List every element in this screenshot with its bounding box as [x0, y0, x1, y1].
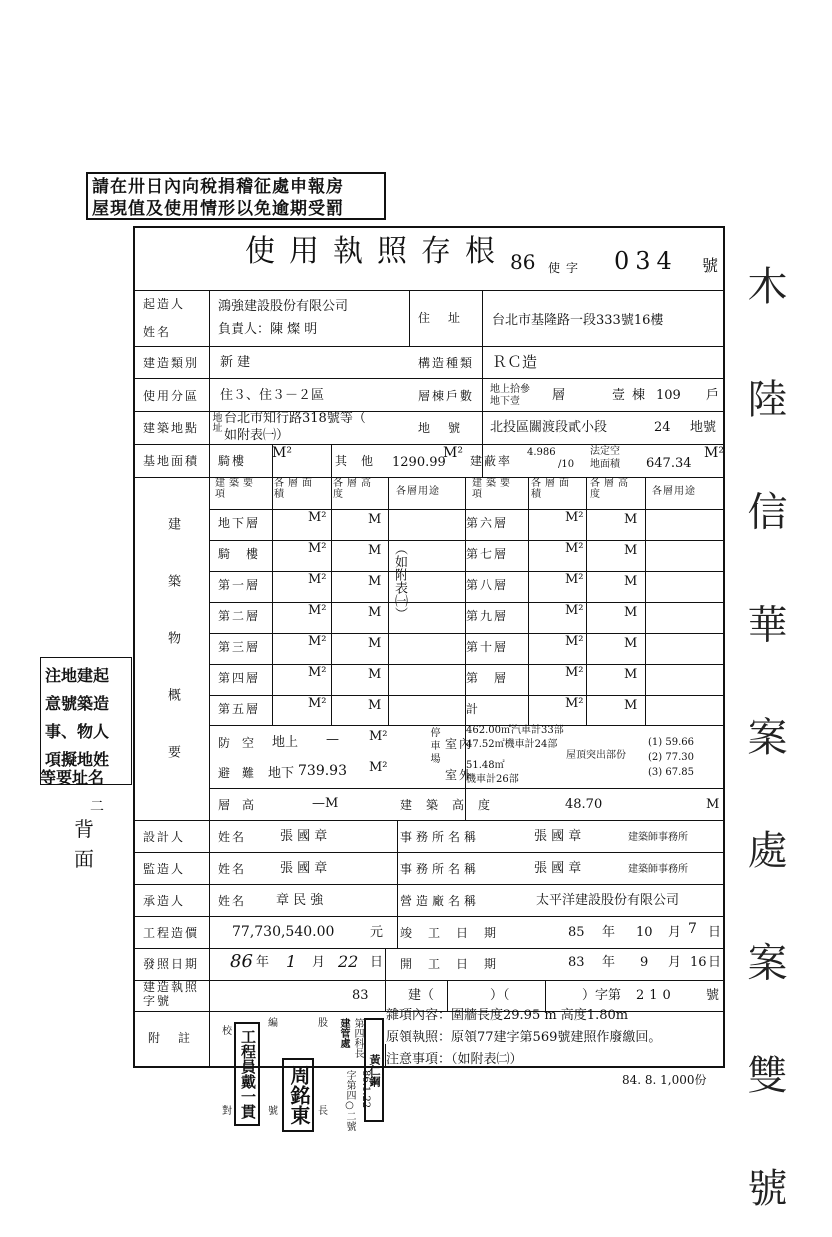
indoor-label: 室內 — [445, 737, 474, 751]
floor-height-unit-right: M — [624, 636, 638, 651]
zoning-value: 住３、住３－２區 — [220, 388, 325, 403]
construction-type-label: 建造類別 — [143, 356, 200, 370]
floor-area-unit: M² — [308, 634, 327, 649]
floor-label-right: 第七層 — [466, 547, 509, 561]
side-note-line: 二 — [90, 799, 104, 815]
cost-unit: 元 — [370, 925, 384, 940]
supervisor-office: 張 國 章 — [534, 861, 582, 876]
floor-label-right: 第八層 — [466, 578, 509, 592]
floor-area-unit-right: M² — [565, 634, 584, 649]
lot-label: 地號 — [418, 421, 479, 435]
head-area: 各層面積 — [274, 478, 316, 500]
shelter-down-value: 739.93 — [298, 763, 347, 779]
designer-office: 張 國 章 — [534, 829, 582, 844]
roof-2: (2) 77.30 — [648, 752, 694, 763]
area-label: 基地面積 — [143, 454, 200, 468]
completion-label: 竣工日期 — [400, 926, 513, 940]
shelter-down-label: 地下 — [268, 766, 295, 781]
site-loc-label: 地址 — [210, 412, 221, 432]
floor-area-unit-right: M² — [565, 541, 584, 556]
side-note-line: 事、物人 — [45, 722, 110, 741]
start-month-unit: 月 — [668, 955, 682, 970]
lot-unit: 地號 — [690, 420, 717, 435]
floor-height-label: 層高 — [218, 798, 267, 812]
print-info: 84. 8. 1,000份 — [622, 1073, 707, 1087]
floors-unit: 層 — [552, 388, 566, 403]
structure-label: 構造種類 — [418, 356, 475, 370]
notice-line-1: 請在卅日內向稅捐稽征處申報房 — [92, 177, 344, 197]
designer-office-label: 事務所名稱 — [400, 830, 481, 844]
floor-area-unit-right: M² — [565, 572, 584, 587]
floor-area-unit: M² — [308, 541, 327, 556]
other-area: 1290.99 — [392, 455, 446, 470]
seal-col-section: 股 — [318, 1018, 328, 1029]
floor-label-right: 第十層 — [466, 640, 509, 654]
permit-no-suffix: 號 — [706, 988, 720, 1003]
floor-area-unit: M² — [308, 696, 327, 711]
buildings-unit: 棟 — [632, 388, 646, 403]
construction-type: 新 建 — [220, 355, 251, 370]
permit-no: 210 — [636, 988, 676, 1003]
other-label: 其他 — [335, 454, 388, 468]
applicant-name-label: 姓名 — [143, 325, 172, 339]
floor-height-unit: M — [368, 543, 382, 558]
floor-height-unit: M — [368, 698, 382, 713]
contractor-office: 太平洋建設股份有限公司 — [536, 893, 680, 908]
remarks-line-3: 注意事項：（如附表㈡） — [386, 1052, 523, 1067]
coverage-label: 建蔽率 — [470, 454, 513, 468]
seal-col-edit: 編 — [268, 1018, 278, 1029]
floor-label: 第四層 — [218, 671, 261, 685]
completion-month: 10 — [636, 925, 653, 940]
contractor-office-label: 營造廠名稱 — [400, 894, 481, 908]
indoor-line-1: 462.00㎡汽車計33部 — [466, 725, 564, 736]
contractor-label: 承造人 — [143, 894, 186, 908]
floor-height-unit-right: M — [624, 605, 638, 620]
floor-label-right: 計 — [466, 702, 481, 716]
permit-suffix: 號 — [702, 256, 719, 275]
head-area-right: 各層面積 — [531, 478, 573, 500]
supervisor-name: 張 國 章 — [280, 861, 328, 876]
notice-stamp — [86, 172, 386, 220]
seal-col-chief: 長 — [318, 1106, 328, 1117]
floor-area-unit: M² — [308, 603, 327, 618]
legal-open-unit: M² — [704, 445, 724, 461]
head-use: 各層用途 — [396, 486, 440, 497]
building-height-value: 48.70 — [565, 797, 603, 812]
outdoor-line-2: 機車計26部 — [466, 774, 519, 785]
notice-line-2: 屋現值及使用情形以免逾期受罰 — [92, 199, 344, 219]
coverage-value: 4.986 — [527, 447, 556, 458]
floor-height-unit-right: M — [624, 512, 638, 527]
issue-month: 1 — [286, 952, 297, 971]
floor-height-unit: M — [368, 574, 382, 589]
floor-label-right: 第 層 — [466, 671, 509, 685]
roof-1: (1) 59.66 — [648, 737, 694, 748]
floor-label-right: 第九層 — [466, 609, 509, 623]
site-address: 台北市知行路318號等（ — [224, 411, 366, 426]
issue-day: 22 — [338, 952, 359, 971]
permit-number: 034 — [614, 247, 678, 275]
floor-label: 第五層 — [218, 702, 261, 716]
seal-col-proof: 對 — [222, 1106, 232, 1117]
parking-label: 停車場 — [428, 727, 439, 766]
shelter-label-1: 防空 — [218, 736, 267, 750]
side-note-line: 意號築造 — [45, 694, 110, 713]
issue-year-unit: 年 — [256, 955, 270, 970]
outdoor-label: 室外 — [445, 768, 474, 782]
address-value: 台北市基隆路一段333號16樓 — [492, 313, 664, 328]
floor-area-unit: M² — [308, 665, 327, 680]
issue-year: 86 — [230, 951, 253, 972]
applicant-label: 起造人 — [143, 297, 186, 311]
zoning-label: 使用分區 — [143, 389, 200, 403]
head-height: 各層高度 — [333, 478, 375, 500]
floor-area-unit: M² — [308, 572, 327, 587]
start-month: 9 — [640, 955, 649, 970]
roof-label: 屋頂突出部份 — [566, 750, 626, 761]
start-day-unit: 日 — [708, 955, 722, 970]
building-height-unit: M — [706, 797, 720, 812]
floor-area-unit: M² — [308, 510, 327, 525]
permit-label-1: 建造執照 — [143, 980, 200, 994]
seal-col-check: 校 — [222, 1026, 232, 1037]
arcade-label: 騎樓 — [218, 454, 247, 468]
shelter-up-value: — — [326, 732, 339, 747]
start-day: 16 — [690, 955, 707, 970]
head-height-right: 各層高度 — [590, 478, 632, 500]
permit-label-2: 字號 — [143, 994, 172, 1008]
page-title: 使用執照存根 — [245, 234, 509, 269]
section-seal: 第四科長 — [352, 1018, 363, 1058]
roof-3: (3) 67.85 — [648, 767, 694, 778]
side-note-line: 項擬地姓 — [45, 750, 110, 769]
floor-label: 第一層 — [218, 578, 261, 592]
head-item-right: 建築要項 — [472, 478, 514, 500]
shelter-label-2: 避難 — [218, 766, 267, 780]
head-use-right: 各層用途 — [652, 486, 696, 497]
remarks-line-2: 原領執照：原領77建字第569號建照作廢繳回。 — [386, 1030, 662, 1045]
structure-value: ＲＣ造 — [492, 353, 538, 371]
floor-height-unit-right: M — [624, 543, 638, 558]
margin-handwriting: 木 陸 信 華 案 處 案 雙 號 — [741, 265, 787, 1237]
buildings-count: 壹 — [612, 388, 626, 403]
shelter-down-unit: M² — [369, 760, 388, 775]
start-year: 83 — [568, 955, 585, 970]
permit-mid: ）（ — [490, 988, 510, 1003]
floor-height-unit: M — [368, 636, 382, 651]
designer-name: 張 國 章 — [280, 829, 328, 844]
floor-label: 地下層 — [218, 516, 261, 530]
seal-col-number: 號 — [268, 1106, 278, 1117]
legal-open-label-1: 法定空 — [590, 446, 620, 457]
head-item: 建築要項 — [215, 478, 257, 500]
lot-value: 北投區關渡段貳小段 — [490, 420, 608, 435]
deputy-seal: 黃仁鋼 — [364, 1018, 384, 1122]
permit-prefix: 使字 — [548, 261, 585, 275]
designer-office-suffix: 建築師事務所 — [628, 832, 688, 843]
lot-number: 24 — [654, 420, 671, 435]
issue-label: 發照日期 — [143, 957, 200, 971]
applicant-rep: 負責人：陳 燦 明 — [218, 322, 318, 337]
legal-open-area: 647.34 — [646, 456, 692, 471]
site-label: 建築地點 — [143, 421, 200, 435]
applicant-company: 鴻強建設股份有限公司 — [218, 299, 349, 314]
floor-label: 第三層 — [218, 640, 261, 654]
floor-height-unit-right: M — [624, 667, 638, 682]
floor-label-right: 第六層 — [466, 516, 509, 530]
side-note-line: 面 — [74, 847, 94, 871]
floor-height-unit: M — [368, 512, 382, 527]
start-label: 開工日期 — [400, 957, 513, 971]
permit-year-value: 83 — [352, 988, 369, 1003]
floors-below: 地下壹 — [490, 396, 520, 407]
permit-word: 建（ — [408, 988, 435, 1003]
supervisor-office-suffix: 建築師事務所 — [628, 864, 688, 875]
permit-year: 86 — [510, 250, 536, 274]
units-unit: 戶 — [706, 388, 720, 403]
contractor-name: 章 民 強 — [276, 893, 324, 908]
cost-value: 77,730,540.00 — [232, 924, 335, 940]
supervisor-label: 監造人 — [143, 862, 186, 876]
side-note-line: 等要址名 — [40, 768, 105, 787]
floor-height-value: —M — [312, 796, 339, 811]
side-note — [40, 657, 132, 785]
approval-date: 86.1.22 — [360, 1070, 371, 1109]
approval-number: 字第四○二號 — [344, 1070, 355, 1131]
arcade-unit: M² — [272, 445, 292, 461]
floor-area-unit-right: M² — [565, 510, 584, 525]
completion-year-unit: 年 — [602, 925, 616, 940]
issue-day-unit: 日 — [370, 955, 384, 970]
completion-day: 7 — [688, 921, 697, 937]
floor-area-unit-right: M² — [565, 665, 584, 680]
floor-label: 第二層 — [218, 609, 261, 623]
legal-open-label-2: 地面積 — [590, 459, 620, 470]
indoor-line-2: 47.52㎡機車計24部 — [466, 739, 558, 750]
floors-label: 層棟戶數 — [418, 389, 475, 403]
total-area-unit: M² — [565, 696, 584, 711]
coverage-denominator: /10 — [558, 459, 575, 470]
other-unit: M² — [443, 445, 463, 461]
engineer-seal: 工程員戴一貫 — [234, 1022, 260, 1126]
supervisor-name-label: 姓名 — [218, 862, 247, 876]
shelter-up-label: 地上 — [272, 735, 299, 750]
designer-label: 設計人 — [143, 830, 186, 844]
units-count: 109 — [656, 388, 681, 403]
building-height-label: 建築高度 — [400, 798, 505, 812]
shelter-up-unit: M² — [369, 729, 388, 744]
cost-label: 工程造價 — [143, 926, 200, 940]
address-label: 住址 — [418, 311, 479, 325]
remarks-label: 附註 — [148, 1031, 209, 1045]
designer-name-label: 姓名 — [218, 830, 247, 844]
supervisor-office-label: 事務所名稱 — [400, 862, 481, 876]
floor-label: 騎 樓 — [218, 547, 261, 561]
start-year-unit: 年 — [602, 955, 616, 970]
floor-area-unit-right: M² — [565, 603, 584, 618]
permit-close: ）字第 — [582, 988, 622, 1003]
floor-height-unit: M — [368, 667, 382, 682]
completion-month-unit: 月 — [668, 925, 682, 940]
outdoor-line-1: 51.48㎡ — [466, 760, 505, 771]
floor-height-unit: M — [368, 605, 382, 620]
site-address-cont: 如附表㈠） — [224, 428, 290, 443]
completion-year: 85 — [568, 925, 585, 940]
contractor-name-label: 姓名 — [218, 894, 247, 908]
side-note-line: 背 — [74, 817, 94, 841]
remarks-line-1: 雜項內容：圍牆長度29.95 m 高度1.80m — [386, 1008, 629, 1023]
total-height-unit: M — [624, 698, 638, 713]
chief-seal: 周銘東 — [282, 1058, 314, 1132]
floors-above: 地上拾參 — [490, 384, 530, 395]
office-seal: 建管處 — [338, 1018, 349, 1048]
use-note: （如附表㈠） — [392, 542, 407, 620]
overview-label: 建築物概要 — [165, 517, 180, 802]
side-note-line: 注地建起 — [45, 666, 110, 685]
completion-day-unit: 日 — [708, 925, 722, 940]
floor-height-unit-right: M — [624, 574, 638, 589]
issue-month-unit: 月 — [312, 955, 326, 970]
